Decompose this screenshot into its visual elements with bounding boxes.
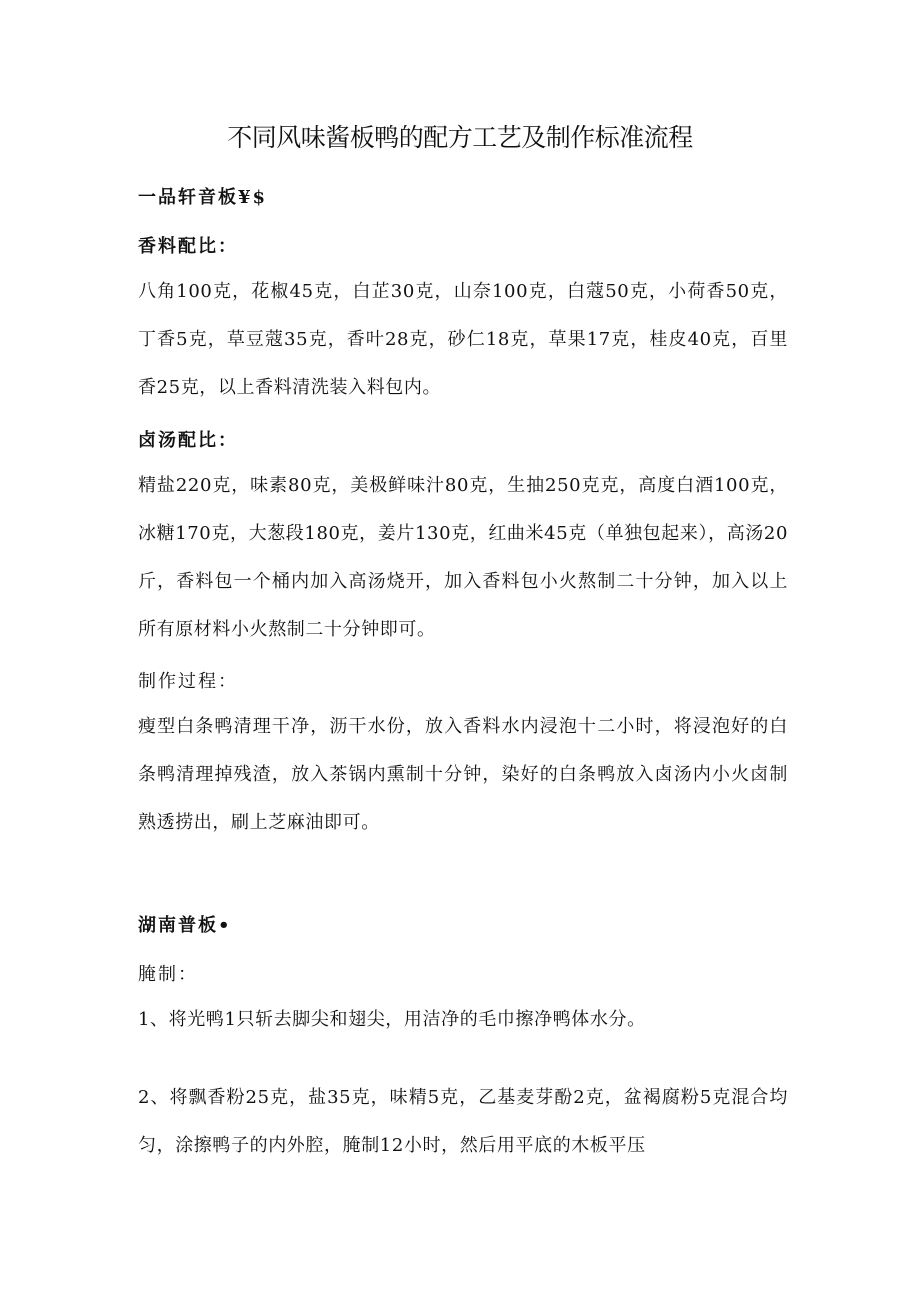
- process-label: 制作过程：: [138, 671, 238, 692]
- spice-ratio-label: 香料配比：: [138, 236, 238, 257]
- spice-ratio-text: 八角100克，花椒45克，白芷30克，山奈100克，白蔻50克，小荷香50克，丁香5克，草豆蔻35克，香叶28克，砂仁18克，草果17克，桂皮40克，百里香25克，以上香料清洗装入料包内。: [138, 281, 788, 398]
- brine-ratio-text: 精盐220克，味素80克，美极鲜味汁80克，生抽250克克，高度白酒100克，冰糖170克，大葱段180克，姜片130克，红曲米45克（单独包起来），高汤20斤，香料包一个桶内加入高汤烧开，加入香料包小火熬制二十分钟，加入以上所有原材料小火熬制二十分钟即可。: [138, 475, 788, 640]
- step-1-text: 1、将光鸭1只斩去脚尖和翅尖，用洁净的毛巾擦净鸭体水分。: [138, 1009, 646, 1030]
- section-heading-hunan: 湖南普板•: [138, 915, 232, 936]
- document-title: 不同风味酱板鸭的配方工艺及制作标准流程: [227, 123, 693, 152]
- process-text: 瘦型白条鸭清理干净，沥干水份，放入香料水内浸泡十二小时，将浸泡好的白条鸭清理掉残渣，放入茶锅内熏制十分钟，染好的白条鸭放入卤汤内小火卤制熟透捞出，刷上芝麻油即可。: [138, 716, 788, 833]
- section-heading-yipinxuan: 一品轩音板¥$: [138, 187, 268, 208]
- step-2-text: 2、将飘香粉25克，盐35克，味精5克，乙基麦芽酚2克，盆褐腐粉5克混合均匀，涂擦鸭子的内外腔，腌制12小时，然后用平底的木板平压: [138, 1087, 788, 1156]
- marinate-label: 腌制：: [138, 964, 198, 985]
- brine-ratio-label: 卤汤配比：: [138, 430, 238, 451]
